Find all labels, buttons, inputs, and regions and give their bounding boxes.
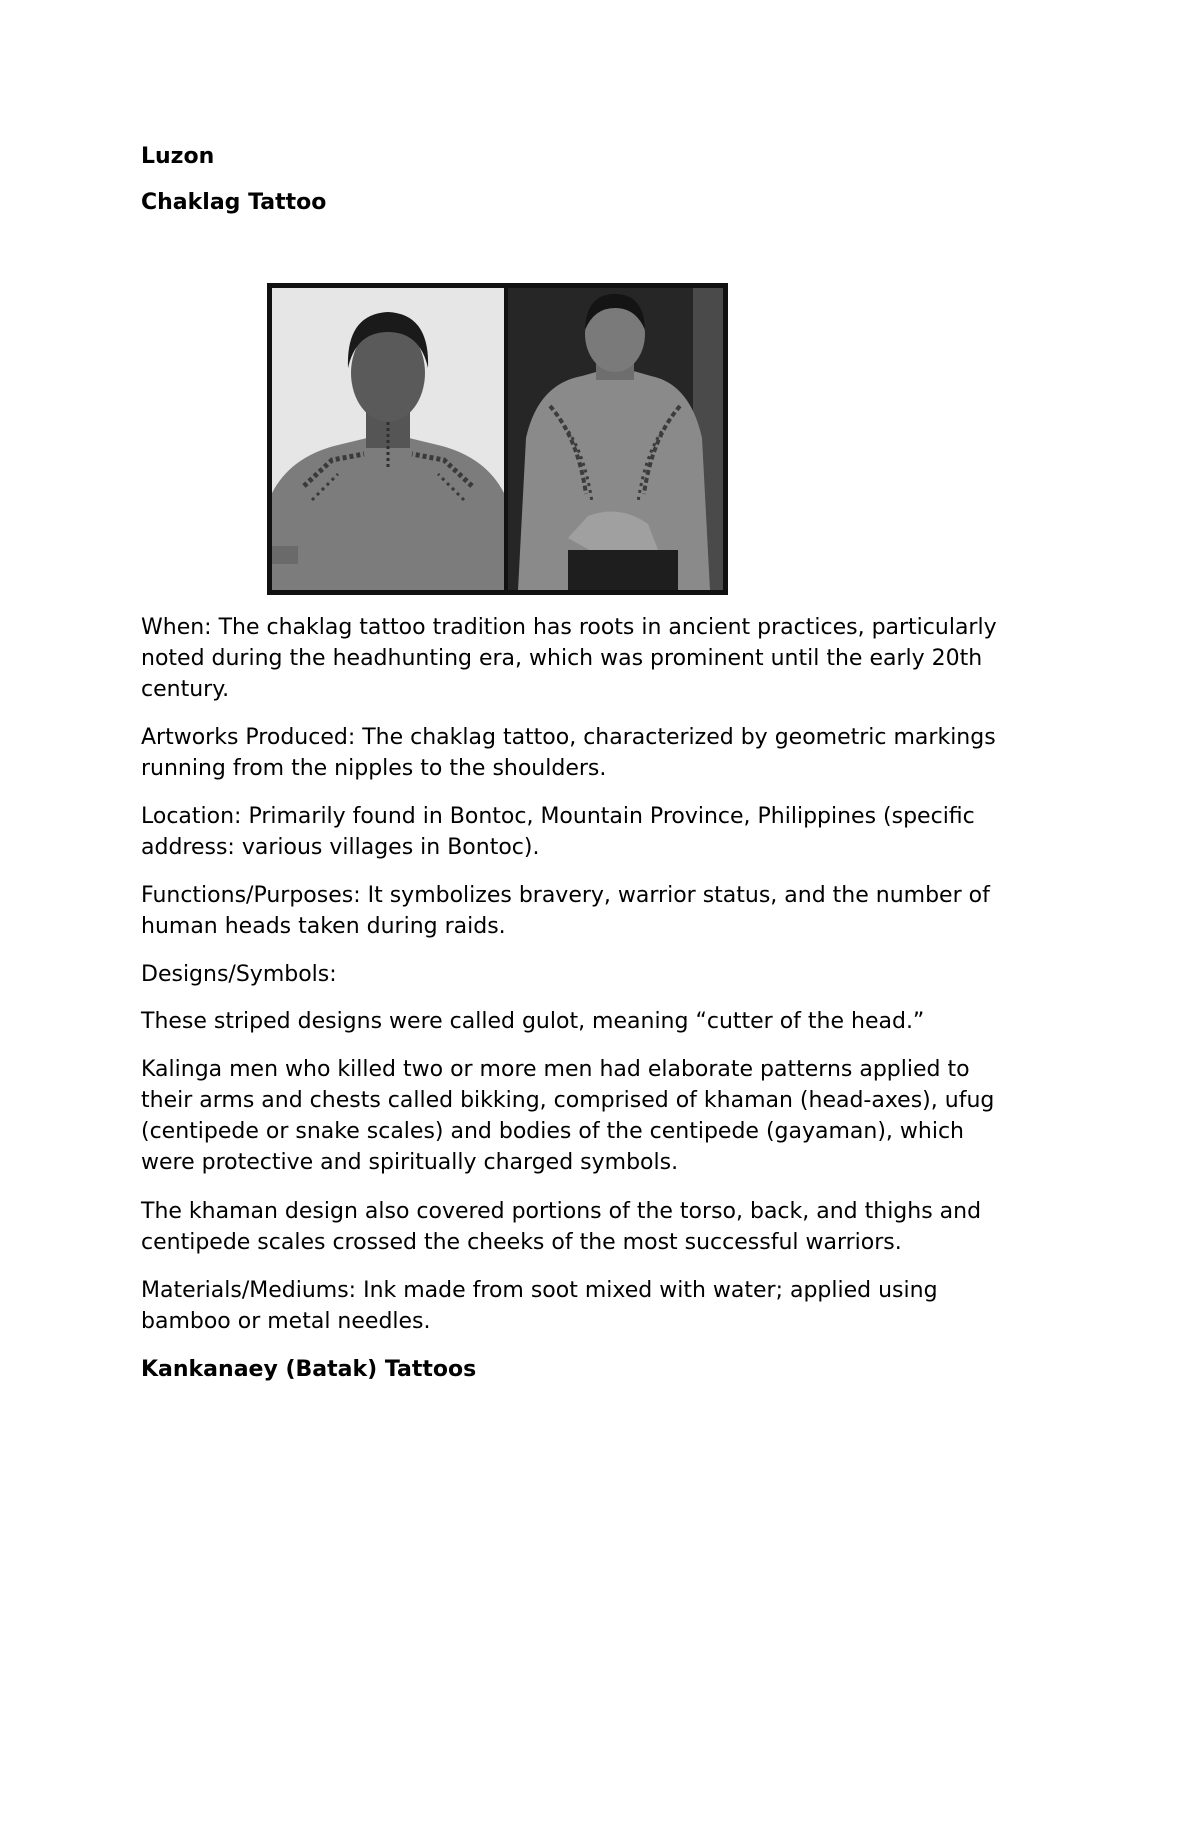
gulot-line-1: These striped designs were called gulot, meaning “cutter of the head.” <box>141 1009 925 1034</box>
location-line-2: address: various villages in Bontoc). <box>141 835 540 860</box>
region-heading: Luzon <box>141 144 215 169</box>
location-line-1: Location: Primarily found in Bontoc, Mountain Province, Philippines (specific <box>141 804 975 829</box>
artworks-line-1: Artworks Produced: The chaklag tattoo, characterized by geometric markings <box>141 725 996 750</box>
section-heading: Chaklag Tattoo <box>141 190 327 215</box>
artworks-paragraph <box>141 722 1081 784</box>
when-paragraph <box>141 612 1081 705</box>
kalinga-line-4: were protective and spiritually charged symbols. <box>141 1150 679 1175</box>
kalinga-line-3: (centipede or snake scales) and bodies of the centipede (gayaman), which <box>141 1119 965 1144</box>
khaman-line-1: The khaman design also covered portions of the torso, back, and thighs and <box>141 1199 982 1224</box>
next-section-heading: Kankanaey (Batak) Tattoos <box>141 1357 477 1382</box>
when-line-1: When: The chaklag tattoo tradition has roots in ancient practices, particularly <box>141 615 997 640</box>
functions-line-2: human heads taken during raids. <box>141 914 506 939</box>
functions-paragraph <box>141 880 1081 942</box>
tattoo-photo-figure <box>267 283 728 595</box>
kalinga-paragraph <box>141 1054 1081 1178</box>
materials-paragraph <box>141 1275 1081 1337</box>
khaman-line-2: centipede scales crossed the cheeks of the most successful warriors. <box>141 1230 902 1255</box>
when-line-2: noted during the headhunting era, which was prominent until the early 20th <box>141 646 983 671</box>
functions-line-1: Functions/Purposes: It symbolizes bravery, warrior status, and the number of <box>141 883 990 908</box>
artworks-line-2: running from the nipples to the shoulders. <box>141 756 607 781</box>
kalinga-line-2: their arms and chests called bikking, comprised of khaman (head-axes), ufug <box>141 1088 995 1113</box>
khaman-paragraph <box>141 1196 1081 1258</box>
gulot-paragraph <box>141 1006 1081 1037</box>
designs-label: Designs/Symbols: <box>141 962 337 987</box>
kalinga-line-1: Kalinga men who killed two or more men had elaborate patterns applied to <box>141 1057 970 1082</box>
materials-line-1: Materials/Mediums: Ink made from soot mixed with water; applied using <box>141 1278 938 1303</box>
location-paragraph <box>141 801 1081 863</box>
when-line-3: century. <box>141 677 230 702</box>
materials-line-2: bamboo or metal needles. <box>141 1309 431 1334</box>
right-tattoo-photo <box>508 288 723 590</box>
left-tattoo-photo <box>272 288 504 590</box>
